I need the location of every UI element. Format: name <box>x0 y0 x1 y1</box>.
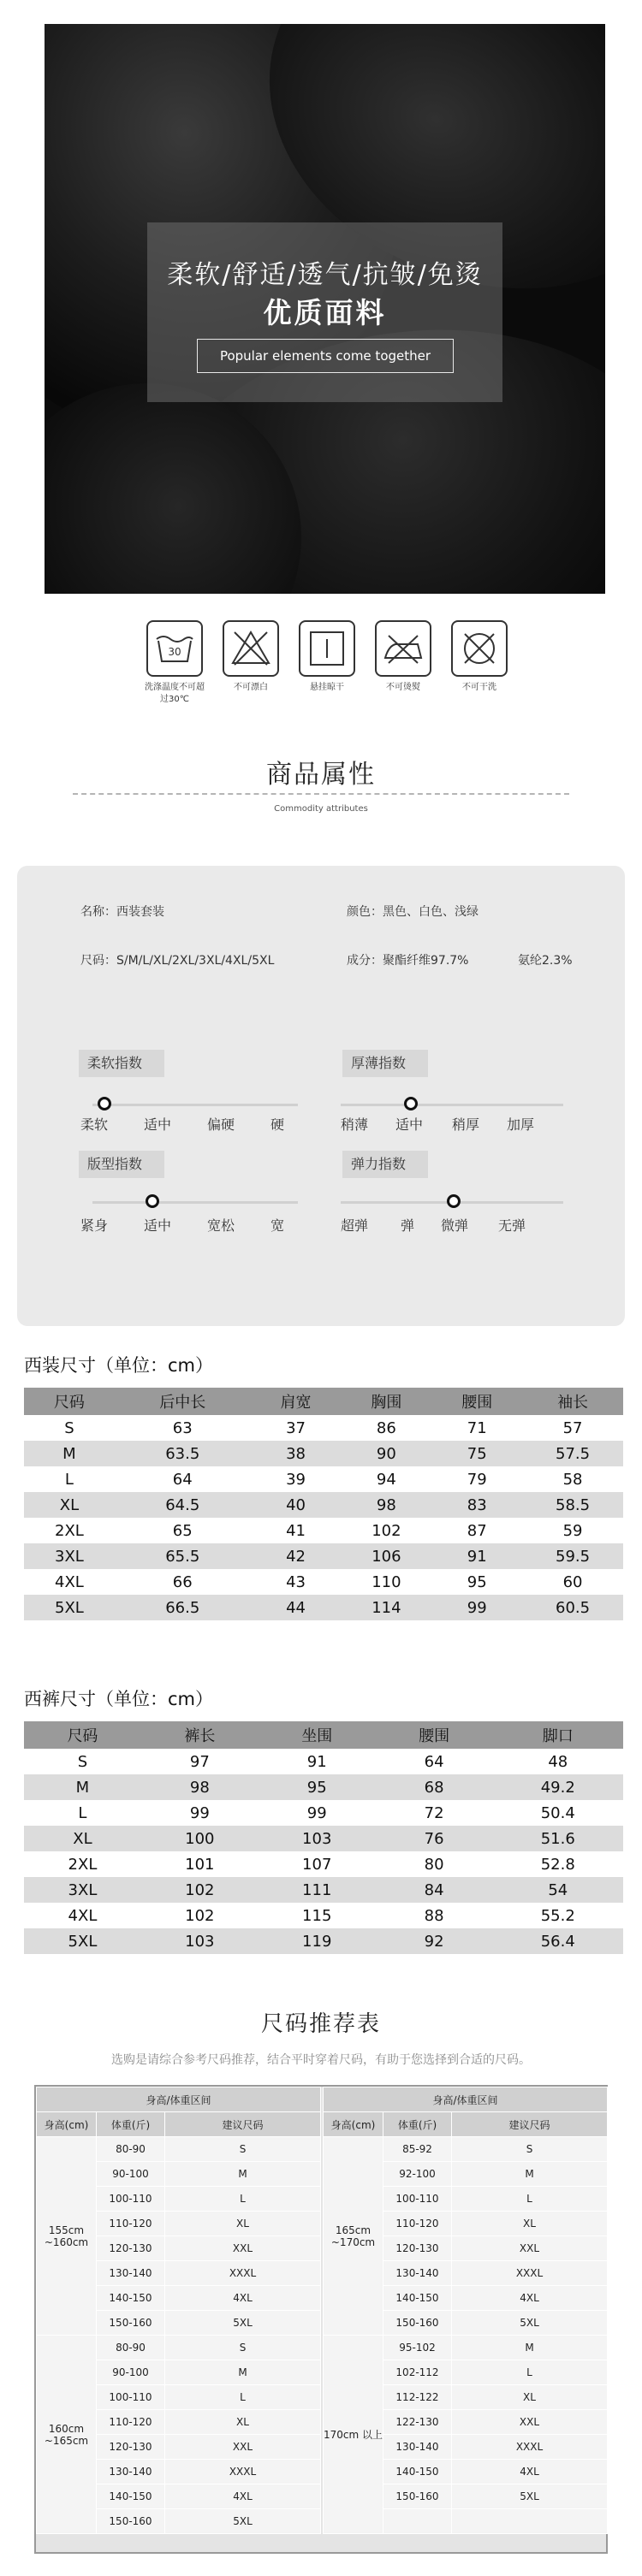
wash-30-icon <box>146 620 203 677</box>
table-cell: 120-130 <box>97 2236 165 2261</box>
table-cell <box>383 2509 452 2534</box>
table-row <box>24 1595 623 1620</box>
attr-material-spandex: 氨纶2.3% <box>518 954 573 968</box>
table-cell: 122-130 <box>383 2410 452 2435</box>
table-cell: 87 <box>467 1521 487 1540</box>
table-cell: 150-160 <box>97 2311 165 2336</box>
table-row <box>24 1415 623 1441</box>
table-cell: 110-120 <box>97 2410 165 2435</box>
thickness-option: 适中 <box>395 1116 424 1133</box>
table-cell: 37 <box>286 1418 306 1437</box>
no-dry-clean-icon <box>451 620 508 677</box>
table-cell: 119 <box>259 1928 376 1954</box>
table-cell: 2XL <box>55 1521 84 1540</box>
table-cell: M <box>165 2162 321 2187</box>
table-cell: L <box>452 2187 608 2212</box>
table-cell: 97 <box>189 1752 210 1771</box>
table-cell: 68 <box>376 1774 493 1800</box>
table-cell: 3XL <box>24 1543 115 1569</box>
hero-title: 柔软/舒适/透气/抗皱/免烫 <box>167 260 483 290</box>
table-cell: 4XL <box>452 2286 608 2311</box>
table-cell: 3XL <box>24 1877 141 1903</box>
table-cell: M <box>452 2336 608 2360</box>
table-row <box>24 1903 623 1928</box>
table-header-row <box>24 1388 623 1415</box>
height-range: 165cm ~170cm <box>324 2137 383 2336</box>
table-cell: 66.5 <box>115 1595 251 1620</box>
softness-option: 硬 <box>270 1116 285 1133</box>
table-cell: 103 <box>259 1826 376 1851</box>
table-cell: 83 <box>431 1492 522 1518</box>
thickness-marker <box>404 1097 418 1110</box>
suit-table-title: 西装尺寸（单位：cm） <box>24 1355 214 1376</box>
table-cell: 95 <box>467 1572 487 1591</box>
hero-tagline-button: Popular elements come together <box>197 339 454 373</box>
recommend-table-left <box>36 2087 321 2534</box>
table-cell: 63.5 <box>115 1441 251 1466</box>
table-cell: 64 <box>172 1470 193 1489</box>
table-cell: XXXL <box>165 2460 321 2484</box>
table-cell: XL <box>24 1492 115 1518</box>
table-cell: 120-130 <box>97 2435 165 2460</box>
table-cell: 64.5 <box>115 1492 251 1518</box>
hang-dry-icon <box>299 620 355 677</box>
care-item <box>296 620 358 694</box>
table-cell: L <box>64 1470 74 1489</box>
hero-fabric-image <box>45 24 605 594</box>
table-cell: 140-150 <box>383 2460 452 2484</box>
attributes-heading <box>0 753 642 791</box>
table-cell: 130-140 <box>97 2460 165 2484</box>
table-cell: 38 <box>251 1441 342 1466</box>
table-cell: 65 <box>172 1521 193 1540</box>
column-header: 胸围 <box>341 1388 431 1415</box>
care-label: 不可烫熨 <box>386 683 420 692</box>
table-cell: 99 <box>431 1595 522 1620</box>
pants-size-table <box>24 1721 623 1954</box>
table-row <box>37 2336 321 2360</box>
fit-option: 宽 <box>270 1217 285 1234</box>
table-cell: 55.2 <box>540 1906 575 1925</box>
table-cell: 106 <box>341 1543 431 1569</box>
table-cell: 130-140 <box>383 2261 452 2286</box>
table-cell: 72 <box>424 1803 444 1822</box>
table-cell: 99 <box>189 1803 210 1822</box>
table-cell: 150-160 <box>383 2311 452 2336</box>
attr-material: 成分：聚酯纤维97.7% <box>347 954 469 968</box>
table-cell: 101 <box>185 1855 215 1874</box>
table-cell: 112-122 <box>383 2385 452 2410</box>
table-cell: S <box>165 2137 321 2162</box>
suit-size-table <box>24 1388 623 1620</box>
table-row <box>24 1492 623 1518</box>
table-cell: 100 <box>141 1826 259 1851</box>
recommend-note: 选购是请综合参考尺码推荐，结合平时穿着尺码，有助于您选择到合适的尺码。 <box>111 2053 531 2067</box>
table-cell: 43 <box>286 1572 306 1591</box>
table-cell: S <box>64 1418 74 1437</box>
table-cell: 100-110 <box>383 2187 452 2212</box>
table-row <box>24 1441 623 1466</box>
elasticity-option: 微弹 <box>441 1217 469 1234</box>
table-row <box>24 1749 623 1774</box>
table-cell: 91 <box>431 1543 522 1569</box>
table-cell: 75 <box>431 1441 522 1466</box>
hero-subtitle: 优质面料 <box>263 296 387 329</box>
table-cell: S <box>452 2137 608 2162</box>
table-row <box>24 1877 623 1903</box>
table-cell: L <box>165 2187 321 2212</box>
table-cell: 140-150 <box>97 2484 165 2509</box>
thickness-option: 稍厚 <box>452 1116 480 1133</box>
table-cell: S <box>165 2336 321 2360</box>
table-cell: 80-90 <box>97 2137 165 2162</box>
table-cell: 4XL <box>55 1572 84 1591</box>
softness-label: 柔软指数 <box>79 1050 164 1077</box>
table-cell: 57 <box>562 1418 583 1437</box>
column-header: 脚口 <box>493 1721 623 1749</box>
height-range: 170cm 以上 <box>324 2336 383 2534</box>
height-range: 160cm ~165cm <box>37 2336 97 2534</box>
attr-sizes: 尺码：S/M/L/XL/2XL/3XL/4XL/5XL <box>80 954 275 968</box>
table-cell: 64 <box>424 1752 444 1771</box>
table-row <box>24 1543 623 1569</box>
table-cell: 110-120 <box>383 2212 452 2236</box>
table-cell: XL <box>24 1826 141 1851</box>
table-cell: M <box>24 1441 115 1466</box>
table-cell: 5XL <box>165 2509 321 2534</box>
care-label: 悬挂晾干 <box>310 683 344 692</box>
table-cell: 95-102 <box>383 2336 452 2360</box>
table-cell: 130-140 <box>97 2261 165 2286</box>
table-row <box>324 2137 608 2162</box>
table-cell: XL <box>452 2385 608 2410</box>
table-cell: 76 <box>376 1826 493 1851</box>
column-header: 尺码 <box>24 1388 115 1415</box>
table-cell: 71 <box>467 1418 487 1437</box>
fit-option: 适中 <box>144 1217 172 1234</box>
table-cell: 5XL <box>24 1928 141 1954</box>
table-cell: 111 <box>259 1877 376 1903</box>
table-cell: 58.5 <box>522 1492 623 1518</box>
table-cell: 58 <box>562 1470 583 1489</box>
softness-option: 偏硬 <box>207 1116 235 1133</box>
column-header: 腰围 <box>376 1721 493 1749</box>
table-cell: 4XL <box>165 2286 321 2311</box>
table-cell: 59.5 <box>522 1543 623 1569</box>
table-cell: 84 <box>376 1877 493 1903</box>
attributes-panel <box>17 866 625 1326</box>
table-cell: 5XL <box>452 2311 608 2336</box>
table-row <box>324 2336 608 2360</box>
table-row <box>37 2137 321 2162</box>
care-item <box>220 620 282 694</box>
table-cell: 54 <box>493 1877 623 1903</box>
table-cell: 92-100 <box>383 2162 452 2187</box>
table-row <box>24 1466 623 1492</box>
no-bleach-icon <box>223 620 279 677</box>
table-cell: XXL <box>452 2410 608 2435</box>
elasticity-label: 弹力指数 <box>342 1151 428 1178</box>
table-row <box>24 1774 623 1800</box>
table-cell: 120-130 <box>383 2236 452 2261</box>
table-cell: 114 <box>341 1595 431 1620</box>
table-cell: 57.5 <box>522 1441 623 1466</box>
softness-option: 适中 <box>144 1116 172 1133</box>
recommend-table-right <box>323 2087 608 2534</box>
table-cell: 102 <box>141 1877 259 1903</box>
attr-color: 颜色：黑色、白色、浅绿 <box>347 905 479 919</box>
height-range: 155cm ~160cm <box>37 2137 97 2336</box>
table-cell: 66 <box>172 1572 193 1591</box>
table-cell: 98 <box>341 1492 431 1518</box>
table-row <box>24 1928 623 1954</box>
table-cell: 110-120 <box>97 2212 165 2236</box>
table-cell: 100-110 <box>97 2385 165 2410</box>
table-cell: S <box>77 1752 88 1771</box>
table-cell: 91 <box>306 1752 327 1771</box>
table-row <box>24 1826 623 1851</box>
table-cell: 49.2 <box>493 1774 623 1800</box>
table-cell: 90 <box>341 1441 431 1466</box>
table-row <box>24 1851 623 1877</box>
table-cell: XL <box>165 2410 321 2435</box>
recommend-heading <box>0 2006 642 2038</box>
table-cell: 79 <box>467 1470 487 1489</box>
table-cell: 102 <box>372 1521 401 1540</box>
column-header: 建议尺码 <box>452 2112 608 2137</box>
pants-table-title: 西裤尺寸（单位：cm） <box>24 1689 214 1709</box>
table-cell: 41 <box>286 1521 306 1540</box>
column-header: 体重(斤) <box>383 2112 452 2137</box>
table-cell <box>452 2509 608 2534</box>
thickness-option: 稍薄 <box>341 1116 369 1133</box>
table-cell: 88 <box>424 1906 444 1925</box>
wash-temperature: 30 <box>168 646 181 658</box>
table-cell: 90-100 <box>97 2360 165 2385</box>
table-cell: 65.5 <box>115 1543 251 1569</box>
table-cell: L <box>78 1803 87 1822</box>
elasticity-option: 弹 <box>401 1217 415 1234</box>
table-cell: 5XL <box>165 2311 321 2336</box>
hero-overlay <box>147 222 502 402</box>
no-iron-icon <box>375 620 431 677</box>
column-header: 体重(斤) <box>97 2112 165 2137</box>
table-cell: 5XL <box>24 1595 115 1620</box>
table-cell: 98 <box>141 1774 259 1800</box>
table-cell: L <box>452 2360 608 2385</box>
table-row <box>24 1518 623 1543</box>
softness-scale <box>92 1104 298 1106</box>
table-cell: 5XL <box>452 2484 608 2509</box>
table-row <box>24 1569 623 1595</box>
table-header-row <box>24 1721 623 1749</box>
softness-option: 柔软 <box>80 1116 109 1133</box>
table-cell: 130-140 <box>383 2435 452 2460</box>
column-header: 肩宽 <box>251 1388 342 1415</box>
group-header: 身高/体重区间 <box>324 2087 608 2112</box>
fit-marker <box>146 1194 159 1208</box>
table-cell: 63 <box>172 1418 193 1437</box>
table-cell: 4XL <box>452 2460 608 2484</box>
care-item <box>449 620 510 694</box>
table-cell: 90-100 <box>97 2162 165 2187</box>
column-header: 裤长 <box>141 1721 259 1749</box>
column-header: 身高(cm) <box>37 2112 97 2137</box>
table-cell: 44 <box>251 1595 342 1620</box>
group-header: 身高/体重区间 <box>37 2087 321 2112</box>
table-cell: XXXL <box>452 2261 608 2286</box>
table-cell: 80 <box>424 1855 444 1874</box>
table-cell: 60 <box>562 1572 583 1591</box>
attributes-title: 商品属性 <box>266 760 376 790</box>
care-item <box>144 620 205 706</box>
table-cell: M <box>165 2360 321 2385</box>
table-cell: 140-150 <box>97 2286 165 2311</box>
table-cell: 95 <box>259 1774 376 1800</box>
table-cell: 115 <box>302 1906 332 1925</box>
table-cell: 48 <box>548 1752 568 1771</box>
recommend-title: 尺码推荐表 <box>260 2011 381 2037</box>
divider <box>73 793 569 795</box>
table-cell: 40 <box>251 1492 342 1518</box>
table-cell: 52.8 <box>540 1855 575 1874</box>
fit-option: 紧身 <box>80 1217 109 1234</box>
care-label: 不可漂白 <box>234 683 268 692</box>
table-cell: XL <box>452 2212 608 2236</box>
table-cell: 99 <box>306 1803 327 1822</box>
table-cell: 4XL <box>165 2484 321 2509</box>
thickness-option: 加厚 <box>507 1116 535 1133</box>
table-cell: 103 <box>141 1928 259 1954</box>
table-cell: 102-112 <box>383 2360 452 2385</box>
table-cell: XXL <box>165 2236 321 2261</box>
table-cell: XXL <box>165 2435 321 2460</box>
column-header: 袖长 <box>522 1388 623 1415</box>
fit-option: 宽松 <box>207 1217 235 1234</box>
table-cell: XXXL <box>165 2261 321 2286</box>
column-header: 建议尺码 <box>165 2112 321 2137</box>
table-cell: 2XL <box>68 1855 98 1874</box>
care-label: 不可干洗 <box>462 683 496 692</box>
care-item <box>372 620 434 694</box>
column-header: 身高(cm) <box>324 2112 383 2137</box>
elasticity-option: 超弹 <box>341 1217 369 1234</box>
table-cell: 4XL <box>68 1906 98 1925</box>
table-cell: 59 <box>562 1521 583 1540</box>
table-cell: XL <box>165 2212 321 2236</box>
table-cell: 50.4 <box>540 1803 575 1822</box>
table-cell: L <box>165 2385 321 2410</box>
table-cell: 60.5 <box>522 1595 623 1620</box>
table-cell: 56.4 <box>493 1928 623 1954</box>
attr-name: 名称：西装套装 <box>80 905 164 919</box>
table-cell: 94 <box>376 1470 396 1489</box>
table-cell: 92 <box>376 1928 493 1954</box>
elasticity-marker <box>447 1194 461 1208</box>
thickness-label: 厚薄指数 <box>342 1050 428 1077</box>
fit-scale <box>92 1201 298 1204</box>
thickness-scale <box>341 1104 563 1106</box>
elasticity-option: 无弹 <box>498 1217 526 1234</box>
care-label: 洗涤温度不可超过30℃ <box>145 683 205 704</box>
table-cell: 107 <box>302 1855 332 1874</box>
table-cell: 100-110 <box>97 2187 165 2212</box>
table-cell: 51.6 <box>493 1826 623 1851</box>
table-cell: 110 <box>372 1572 401 1591</box>
column-header: 腰围 <box>431 1388 522 1415</box>
table-cell: 39 <box>286 1470 306 1489</box>
attributes-subtitle: Commodity attributes <box>274 804 368 814</box>
table-cell: 85-92 <box>383 2137 452 2162</box>
table-cell: 140-150 <box>383 2286 452 2311</box>
table-cell: 102 <box>185 1906 215 1925</box>
table-row <box>24 1800 623 1826</box>
table-cell: XXXL <box>452 2435 608 2460</box>
column-header: 后中长 <box>115 1388 251 1415</box>
table-cell: XXL <box>452 2236 608 2261</box>
table-cell: M <box>24 1774 141 1800</box>
table-cell: 150-160 <box>97 2509 165 2534</box>
fit-label: 版型指数 <box>79 1151 164 1178</box>
table-cell: M <box>452 2162 608 2187</box>
column-header: 坐围 <box>259 1721 376 1749</box>
table-cell: 150-160 <box>383 2484 452 2509</box>
softness-marker <box>98 1097 111 1110</box>
table-cell: 42 <box>251 1543 342 1569</box>
table-cell: 80-90 <box>97 2336 165 2360</box>
table-cell: 86 <box>376 1418 396 1437</box>
size-recommend-table <box>34 2085 608 2554</box>
column-header: 尺码 <box>24 1721 141 1749</box>
attributes-subheading <box>0 796 642 814</box>
